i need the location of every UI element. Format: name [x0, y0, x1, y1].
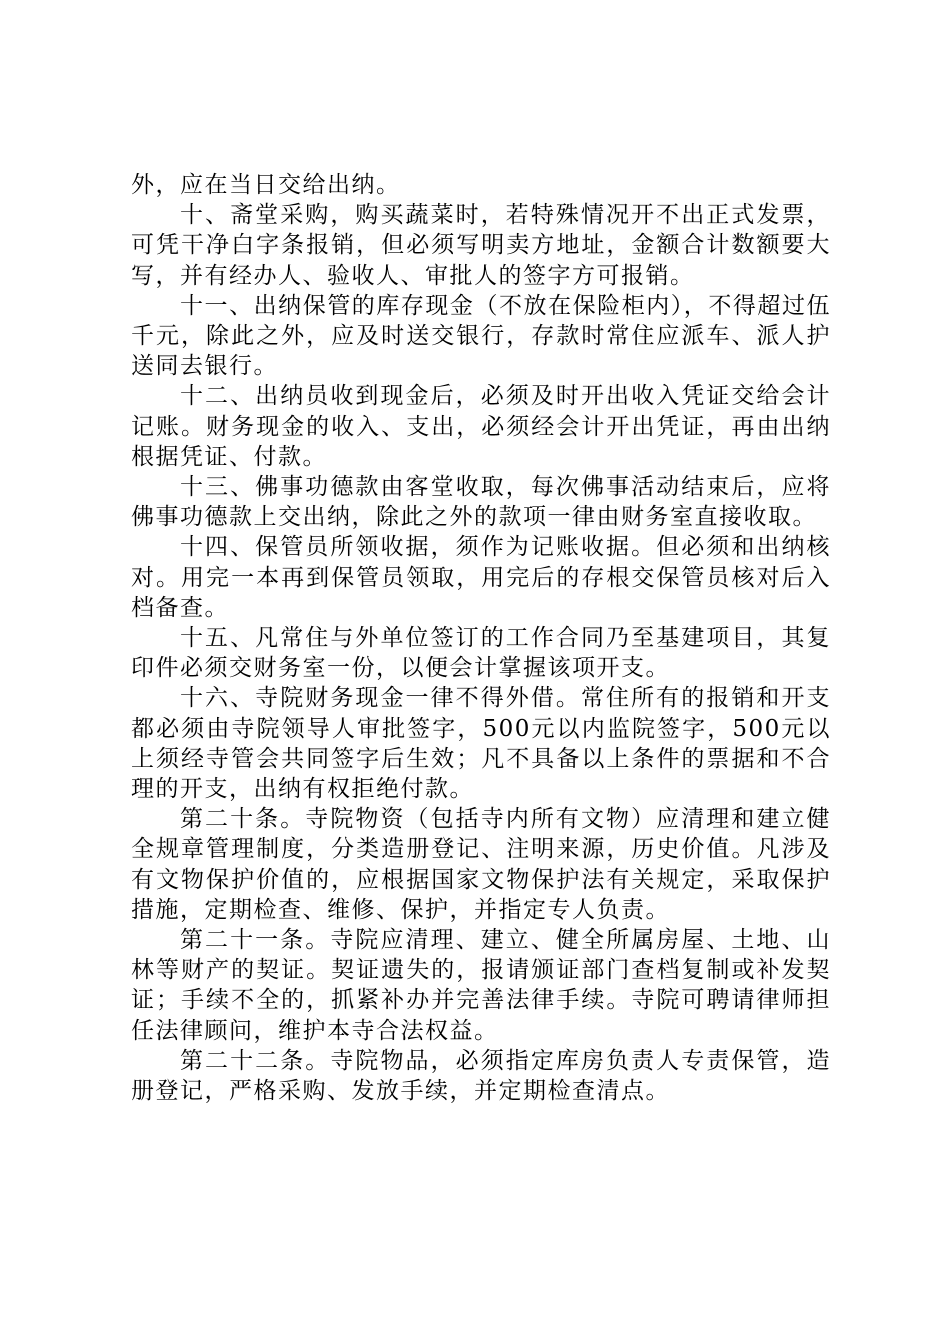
- paragraph-item-12: 十二、出纳员收到现金后，必须及时开出收入凭证交给会计记账。财务现金的收入、支出，必须经会计开出凭证，再由出纳根据凭证、付款。: [131, 383, 831, 470]
- paragraph-continuation: 外，应在当日交给出纳。: [131, 172, 401, 198]
- paragraph-article-21: 第二十一条。寺院应清理、建立、健全所属房屋、土地、山林等财产的契证。契证遗失的，报请颁证部门查档复制或补发契证；手续不全的，抓紧补办并完善法律手续。寺院可聘请律师担任法律顾问，维护本寺合法权益。: [131, 927, 831, 1044]
- paragraph-item-13: 十三、佛事功德款由客堂收取，每次佛事活动结束后，应将佛事功德款上交出纳，除此之外的款项一律由财务室直接收取。: [131, 474, 831, 531]
- paragraph-item-14: 十四、保管员所领收据，须作为记账收据。但必须和出纳核对。用完一本再到保管员领取，用完后的存根交保管员核对后入档备查。: [131, 534, 831, 621]
- paragraph-item-16: 十六、寺院财务现金一律不得外借。常住所有的报销和开支都必须由寺院领导人审批签字，500元以内监院签字，500元以上须经寺管会共同签字后生效；凡不具备以上条件的票据和不合理的开支，出纳有权拒绝付款。: [131, 685, 831, 803]
- document-body: [131, 170, 831, 1106]
- paragraph-article-22: 第二十二条。寺院物品，必须指定库房负责人专责保管，造册登记，严格采购、发放手续，并定期检查清点。: [131, 1047, 831, 1105]
- paragraph-item-10: 十、斋堂采购，购买蔬菜时，若特殊情况开不出正式发票，可凭干净白字条报销，但必须写明卖方地址，金额合计数额要大写，并有经办人、验收人、审批人的签字方可报销。: [131, 202, 831, 289]
- paragraph-article-20: 第二十条。寺院物资（包括寺内所有文物）应清理和建立健全规章管理制度，分类造册登记、注明来源，历史价值。凡涉及有文物保护价值的，应根据国家文物保护法有关规定，采取保护措施，定期检查、维修、保护，并指定专人负责。: [131, 806, 831, 923]
- paragraph-item-15: 十五、凡常住与外单位签订的工作合同乃至基建项目，其复印件必须交财务室一份，以便会计掌握该项开支。: [131, 625, 831, 682]
- paragraph-item-11: 十一、出纳保管的库存现金（不放在保险柜内），不得超过伍千元，除此之外，应及时送交银行，存款时常住应派车、派人护送同去银行。: [131, 292, 831, 380]
